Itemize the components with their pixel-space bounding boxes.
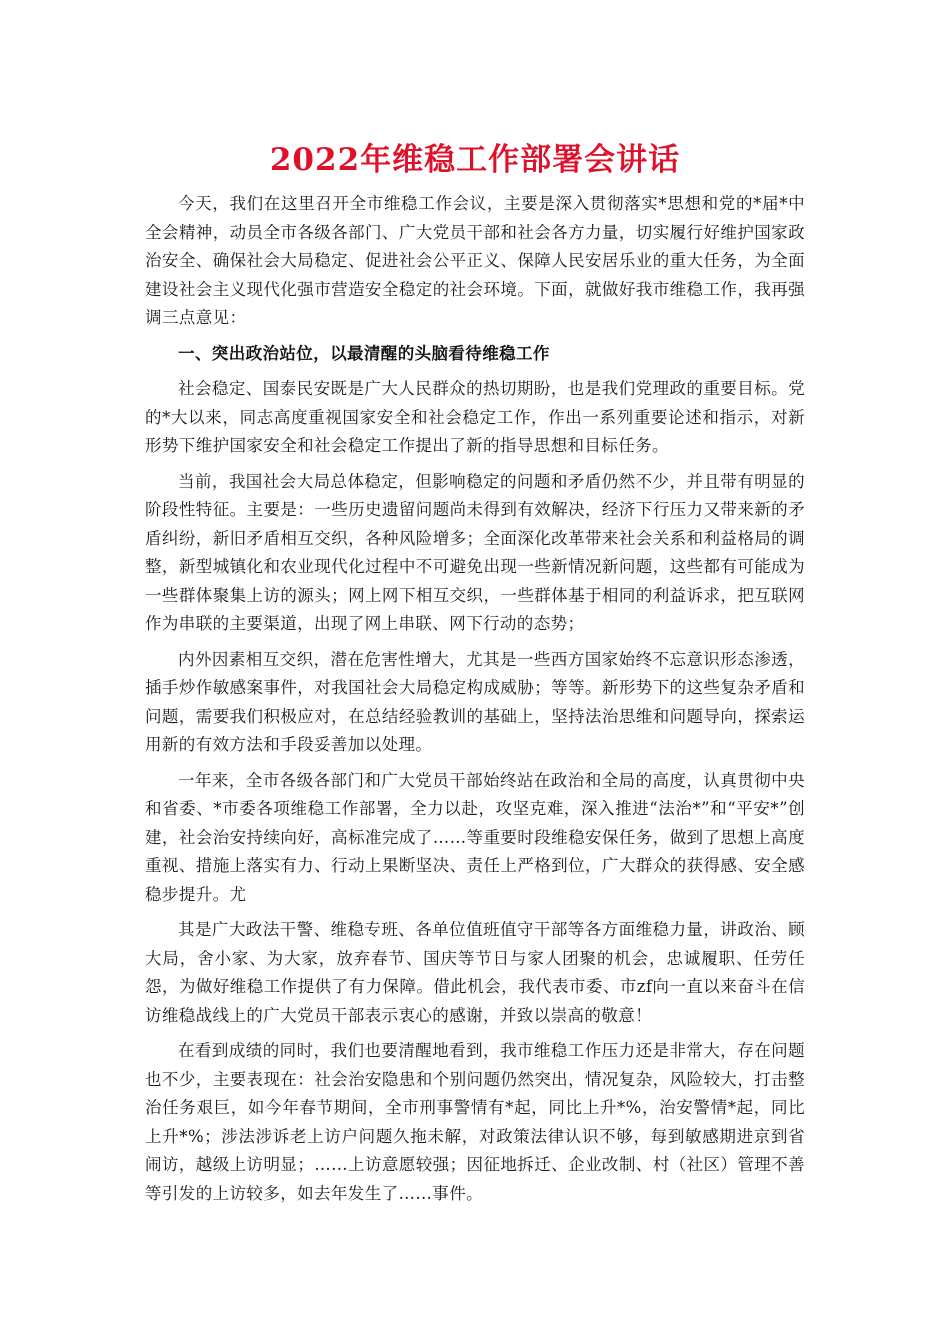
section-heading-1: 一、突出政治站位，以最清醒的头脑看待维稳工作 xyxy=(178,343,550,363)
paragraph-intro: 今天，我们在这里召开全市维稳工作会议，主要是深入贯彻落实*思想和党的*届*中全会精神，动员全市各级各部门、广大党员干部和社会各方力量，切实履行好维护国家政治安全、确保社会大局稳定、促进社会公平正义、保障人民安居乐业的重大任务，为全面建设社会主义现代化强市营造安全稳定的社会环境。下面，就做好我市维稳工作，我再强调三点意见： xyxy=(145,194,805,327)
document-body xyxy=(145,190,805,1215)
paragraph: 社会稳定、国泰民安既是广大人民群众的热切期盼，也是我们党理政的重要目标。党的*大以来，同志高度重视国家安全和社会稳定工作，作出一系列重要论述和指示，对新形势下维护国家安全和社会稳定工作提出了新的指导思想和目标任务。 xyxy=(145,379,805,455)
paragraph: 一年来，全市各级各部门和广大党员干部始终站在政治和全局的高度，认真贯彻中央和省委、*市委各项维稳工作部署，全力以赴，攻坚克难，深入推进“法治*”和“平安*”创建，社会治安持续向好，高标准完成了……等重要时段维稳安保任务，做到了思想上高度重视、措施上落实有力、行动上果断坚决、责任上严格到位，广大群众的获得感、安全感稳步提升。尤 xyxy=(145,770,805,904)
document-title: 2022年维稳工作部署会讲话 xyxy=(269,142,681,178)
paragraph: 内外因素相互交织，潜在危害性增大，尤其是一些西方国家始终不忘意识形态渗透，插手炒作敏感案事件，对我国社会大局稳定构成威胁；等等。新形势下的这些复杂矛盾和问题，需要我们积极应对，在总结经验教训的基础上，坚持法治思维和问题导向，探索运用新的有效方法和手段妥善加以处理。 xyxy=(145,649,805,754)
paragraph: 当前，我国社会大局总体稳定，但影响稳定的问题和矛盾仍然不少，并且带有明显的阶段性特征。主要是：一些历史遗留问题尚未得到有效解决，经济下行压力又带来新的矛盾纠纷，新旧矛盾相互交织，各种风险增多；全面深化改革带来社会关系和利益格局的调整，新型城镇化和农业现代化过程中不可避免出现一些新情况新问题，这些都有可能成为一些群体聚集上访的源头；网上网下相互交织，一些群体基于相同的利益诉求，把互联网作为串联的主要渠道，出现了网上串联、网下行动的态势； xyxy=(145,471,805,633)
paragraph: 其是广大政法干警、维稳专班、各单位值班值守干部等各方面维稳力量，讲政治、顾大局，舍小家、为大家，放弃春节、国庆等节日与家人团聚的机会，忠诚履职、任劳任怨，为做好维稳工作提供了有力保障。借此机会，我代表市委、市zf向一直以来奋斗在信访维稳战线上的广大党员干部表示衷心的感谢，并致以崇高的敬意！ xyxy=(145,920,805,1025)
paragraph: 在看到成绩的同时，我们也要清醒地看到，我市维稳工作压力还是非常大，存在问题也不少，主要表现在：社会治安隐患和个别问题仍然突出，情况复杂，风险较大，打击整治任务艰巨，如今年春节期间，全市刑事警情有*起，同比上升*%，治安警情*起，同比上升*%；涉法涉诉老上访户问题久拖未解，对政策法律认识不够，每到敏感期进京到省闹访，越级上访明显；……上访意愿较强；因征地拆迁、企业改制、村（社区）管理不善等引发的上访较多，如去年发生了……事件。 xyxy=(145,1041,805,1203)
